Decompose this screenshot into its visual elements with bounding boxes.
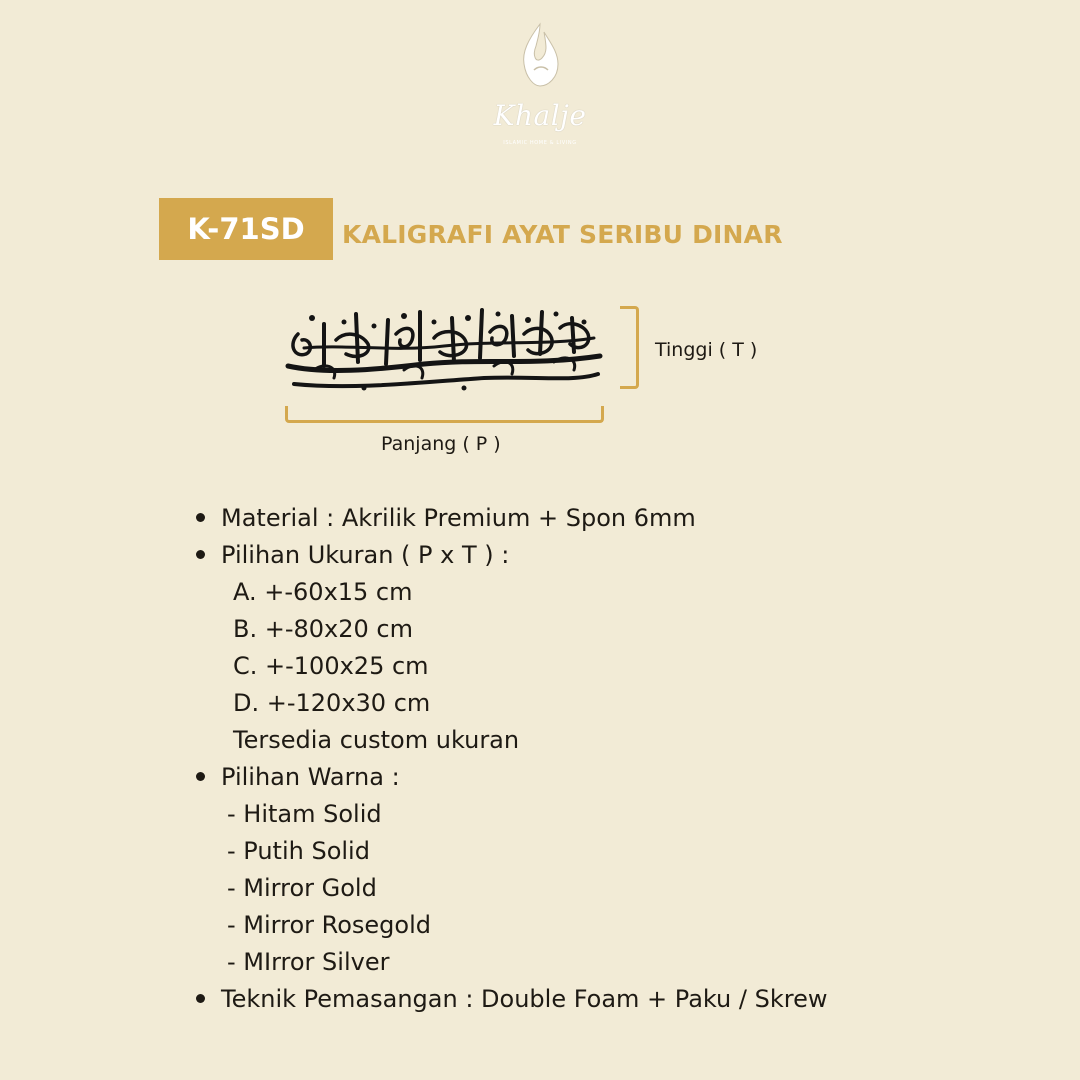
size-option: A. +-60x15 cm — [233, 578, 413, 606]
size-option: C. +-100x25 cm — [233, 652, 429, 680]
spec-sizes-heading-text: Pilihan Ukuran ( P x T ) : — [221, 541, 510, 569]
brand-name: Khalje — [493, 99, 587, 132]
spec-material-text: Material : Akrilik Premium + Spon 6mm — [221, 504, 696, 532]
arabic-calligraphy-icon — [284, 304, 604, 394]
product-title: KALIGRAFI AYAT SERIBU DINAR — [342, 220, 783, 249]
flame-drop-icon — [518, 22, 562, 88]
length-label: Panjang ( P ) — [381, 433, 501, 455]
spec-sizes-heading — [196, 537, 827, 574]
size-custom-note: Tersedia custom ukuran — [233, 726, 520, 754]
brand-logo — [470, 22, 610, 146]
spec-colors-heading-text: Pilihan Warna : — [221, 763, 400, 791]
color-option: - Mirror Gold — [227, 874, 377, 902]
size-option: D. +-120x30 cm — [233, 689, 431, 717]
product-code-badge: K-71SD — [159, 198, 333, 260]
color-option: - MIrror Silver — [227, 948, 390, 976]
bullet-icon — [196, 550, 205, 559]
spec-installation-text: Teknik Pemasangan : Double Foam + Paku / Skrew — [221, 985, 828, 1013]
spec-colors-heading — [196, 759, 827, 796]
spec-material — [196, 500, 827, 537]
color-option: - Putih Solid — [227, 837, 370, 865]
brand-tagline: ISLAMIC HOME & LIVING — [503, 140, 577, 146]
spec-list — [196, 500, 827, 1018]
size-option: B. +-80x20 cm — [233, 615, 413, 643]
length-bracket — [285, 406, 604, 423]
height-bracket — [620, 306, 639, 389]
bullet-icon — [196, 994, 205, 1003]
color-option: - Hitam Solid — [227, 800, 382, 828]
spec-installation — [196, 981, 827, 1018]
bullet-icon — [196, 772, 205, 781]
color-option: - Mirror Rosegold — [227, 911, 431, 939]
bullet-icon — [196, 513, 205, 522]
height-label: Tinggi ( T ) — [655, 339, 758, 361]
